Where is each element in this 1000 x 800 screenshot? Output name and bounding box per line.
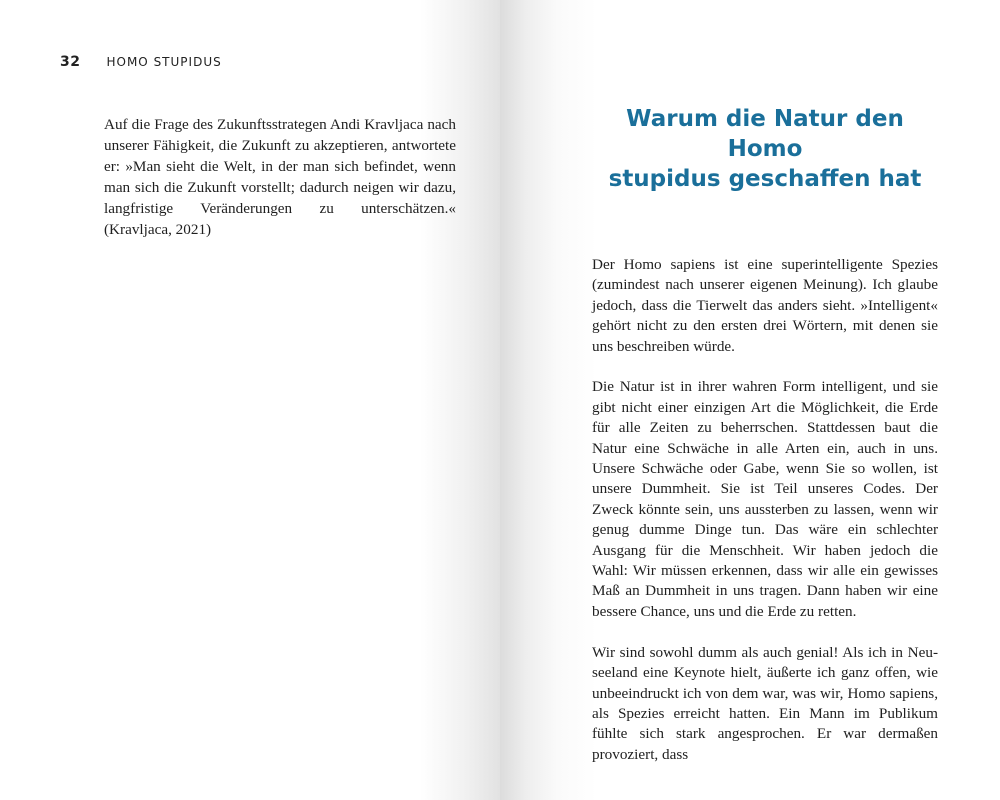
chapter-title [592,104,938,194]
body-paragraph-1: Der Homo sapiens ist eine superintelligente Spezies (zumindest nach unserer eigenen Meinung). Ich glaube jedoch, dass die Tierwelt das anders sieht. »Intelligent« gehört nicht zu den ersten drei Wörtern, mit denen sie uns beschreiben würde. [592,256,938,355]
left-paragraph: Auf die Frage des Zukunftsstrategen Andi Kravljaca nach unserer Fähigkeit, die Zukunft zu akzeptieren, antwortete er: »Man sieht die Welt, in der man sich befindet, wenn man sich die Zukunft vorstellt; dadurch neigen wir dazu, langfristige Veränderungen zu unterschätzen.« (Kravljaca, 2021) [104,116,456,238]
page-number: 32 [60,54,81,70]
running-head [60,54,222,70]
running-title: HOMO STUPIDUS [106,55,222,69]
body-paragraph-3: Wir sind sowohl dumm als auch genial! Als ich in Neuseeland eine Keynote hielt, äußerte ich ganz offen, wie unbeeindruckt ich von dem war, was wir, Homo sapiens, als Spezies erreicht hatten. Ein Mann im Publikum fühlte sich stark angesprochen. Er war dermaßen provoziert, dass [592,643,938,763]
chapter-title-line-1: Warum die Natur den Homo [626,106,904,162]
body-paragraph-2: Die Natur ist in ihrer wahren Form intelligent, und sie gibt nicht einer einzigen Art die Möglichkeit, die Erde für alle Zeiten zu beherrschen. Stattdessen baut die Natur eine Schwäche in alle Arten ein, auch in uns. Unsere Schwäche oder Gabe, wenn Sie so wollen, ist unsere Dummheit. Sie ist Teil unseres Codes. Der Zweck könnte sein, uns aussterben zu lassen, wenn wir genug dumme Dinge tun. Das wäre ein schlechter Ausgang für die Menschheit. Wir haben jedoch die Wahl: Wir müssen erkennen, dass wir alle ein gewisses Maß an Dummheit in uns tragen. Dann haben wir eine bessere Chance, uns und die Erde zu retten. [592,378,938,620]
page-margin [940,0,1000,800]
chapter-title-line-2: stupidus geschaffen hat [608,166,922,192]
chapter-body [592,255,938,765]
